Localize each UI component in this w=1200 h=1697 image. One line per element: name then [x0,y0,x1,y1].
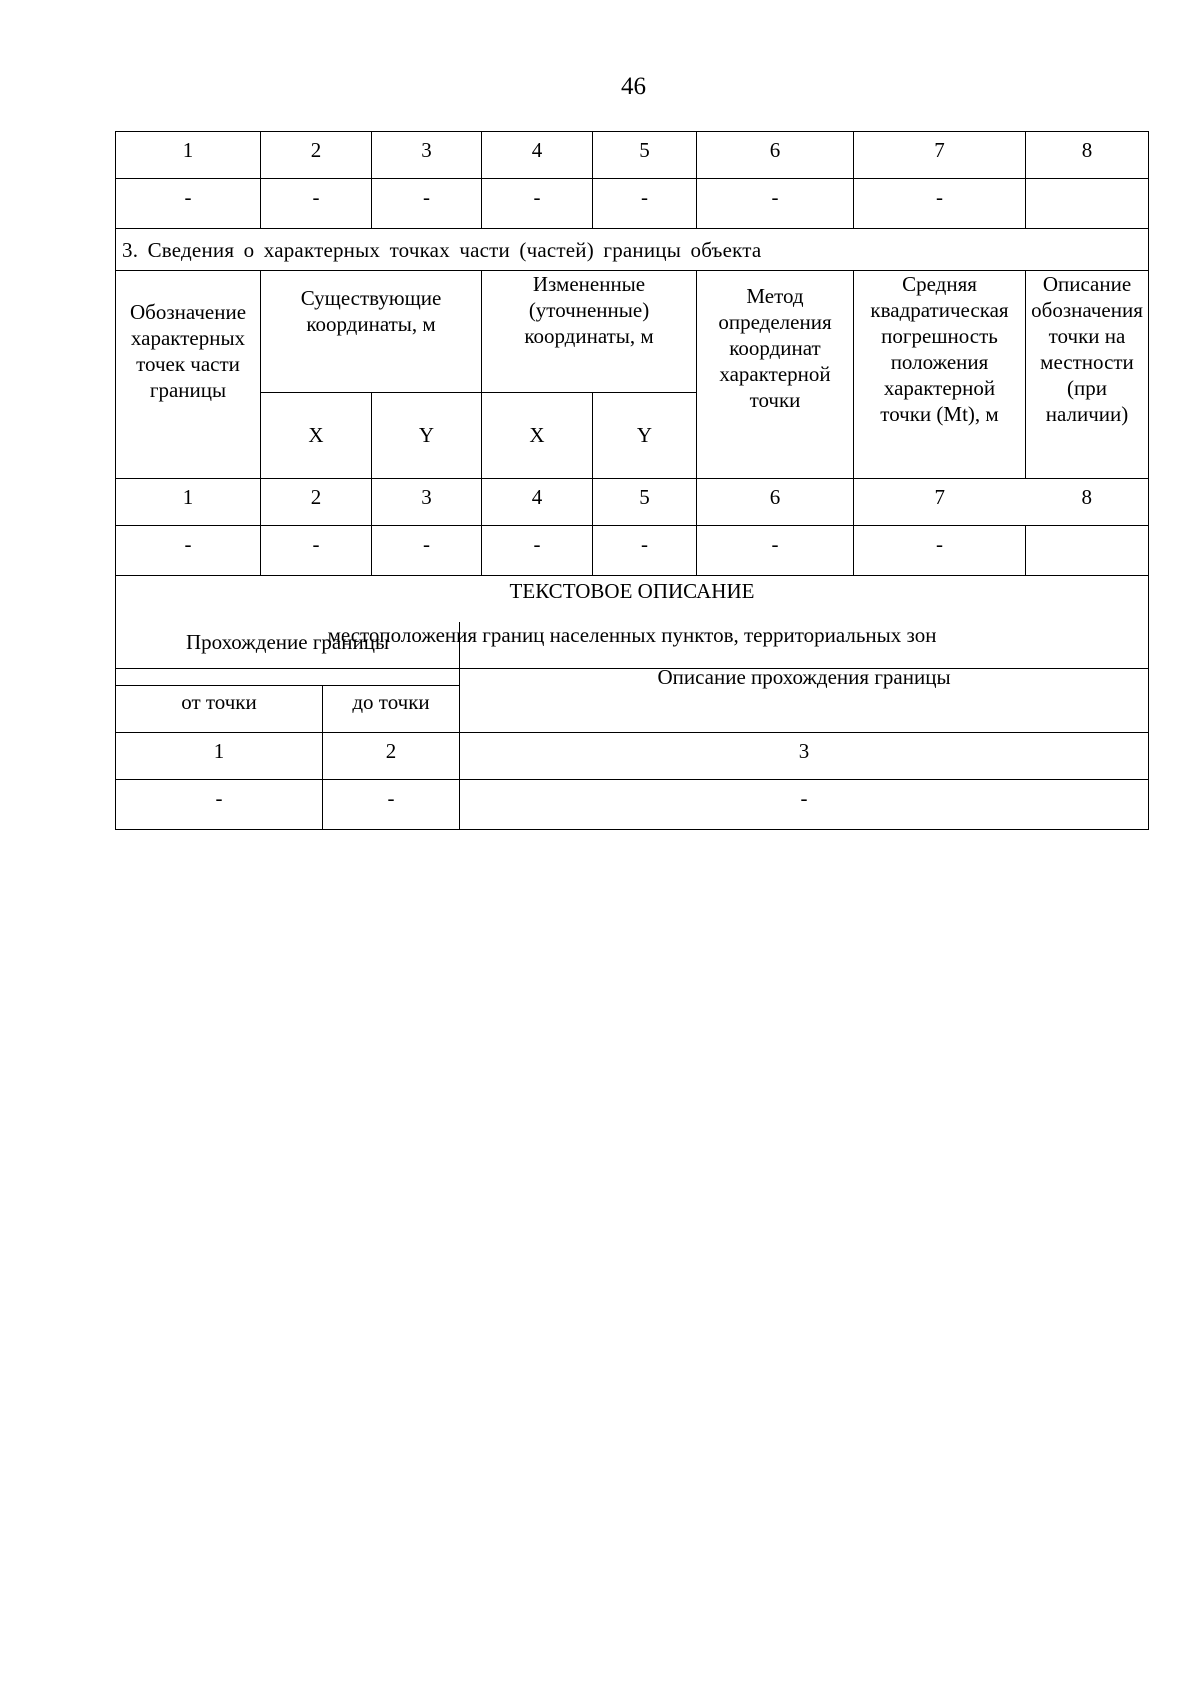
cell: - [854,179,1026,229]
cell: 1 [116,132,261,179]
cell [1026,179,1149,229]
cell [1026,526,1149,576]
cell: 2 [261,132,372,179]
cell: 1 [116,733,323,780]
column-number-row [116,132,1149,179]
cell: - [854,526,1026,576]
header-description: Описание обозначения точки на местности (при наличии) [1026,271,1149,479]
header-row [116,271,1149,393]
cell: - [593,179,697,229]
cell: - [372,526,482,576]
cell: - [593,526,697,576]
cell: 8 [1026,479,1149,526]
cell: - [482,526,593,576]
header-designation: Обозначение характерных точек части границы [116,271,261,479]
cell: 3 [372,479,482,526]
cell: - [261,179,372,229]
header-x-changed: X [482,392,593,478]
page-number: 46 [621,73,646,100]
header-to-point: до точки [323,686,460,733]
table-row [116,526,1149,576]
header-passage-description: Описание прохождения границы [460,622,1149,733]
section-title: 3. Сведения о характерных точках части (частей) границы объекта [116,229,1149,271]
header-row [116,622,1149,686]
cell: - [116,526,261,576]
cell: 6 [697,132,854,179]
cell: - [460,780,1149,830]
cell: - [261,526,372,576]
header-mean-error: Средняя квадратическая погрешность положения характерной точки (Mt), м [854,271,1026,479]
header-from-point: от точки [116,686,323,733]
cell: 1 [116,479,261,526]
cell: - [116,179,261,229]
cell: 8 [1026,132,1149,179]
text-description-title: ТЕКСТОВОЕ ОПИСАНИЕ [509,579,755,603]
boundary-passage-table [115,622,1149,830]
characteristic-points-table [115,131,1149,669]
header-changed-coords: Измененные (уточненные) координаты, м [482,271,697,393]
cell: 3 [460,733,1149,780]
cell: 4 [482,132,593,179]
cell: - [482,179,593,229]
cell: 6 [697,479,854,526]
cell: - [372,179,482,229]
cell: 3 [372,132,482,179]
section-title-row [116,229,1149,271]
table-row [116,179,1149,229]
cell: 4 [482,479,593,526]
cell: - [323,780,460,830]
header-passage: Прохождение границы [116,622,460,686]
cell: - [697,526,854,576]
cell: 7 [854,132,1026,179]
column-number-row [116,733,1149,780]
column-number-row [116,479,1149,526]
header-x-existing: X [261,392,372,478]
cell: 2 [323,733,460,780]
cell: 2 [261,479,372,526]
cell: 5 [593,479,697,526]
cell: 5 [593,132,697,179]
header-y-changed: Y [593,392,697,478]
text-description-subtitle: местоположения границ населенных пунктов, территориальных зон [327,623,937,647]
cell: - [116,780,323,830]
header-method: Метод определения координат характерной точки [697,271,854,479]
header-existing-coords: Существующие координаты, м [261,271,482,393]
header-y-existing: Y [372,392,482,478]
table-row [116,780,1149,830]
cell: 7 [854,479,1026,526]
cell: - [697,179,854,229]
